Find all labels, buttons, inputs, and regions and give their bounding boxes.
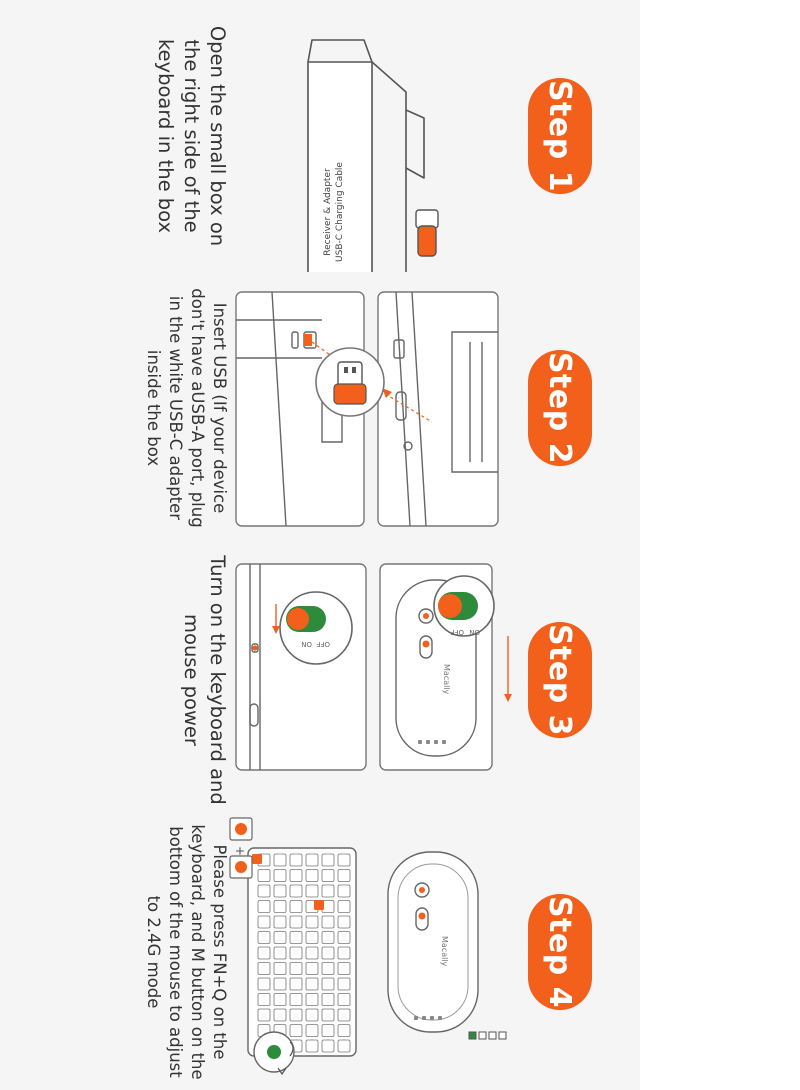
keyboard-key [338, 870, 350, 882]
keyboard-key [258, 870, 270, 882]
keyboard-key [258, 901, 270, 913]
mouse-switch-off-label: OFF [450, 628, 464, 636]
keyboard-key [322, 1025, 334, 1037]
keyboard-key [338, 978, 350, 990]
step-3-badge: Step 3 [528, 622, 592, 738]
keyboard-key [258, 947, 270, 959]
keyboard-key [274, 994, 286, 1006]
plus-sign: + [233, 846, 247, 857]
keyboard-key [306, 978, 318, 990]
keyboard-key [338, 1009, 350, 1021]
keyboard-key [322, 978, 334, 990]
keyboard-key [322, 1040, 334, 1052]
keyboard-key [290, 947, 302, 959]
box-label-line1: USB-C Charging Cable [335, 162, 345, 262]
step-4-column [0, 816, 640, 1088]
keyboard-key [322, 947, 334, 959]
box-top-face [372, 62, 406, 272]
keyboard-key [274, 901, 286, 913]
keyboard-key [274, 916, 286, 928]
keyboard-key [338, 901, 350, 913]
keyboard-key [322, 963, 334, 975]
keyboard-key [338, 854, 350, 866]
keyboard-key [290, 916, 302, 928]
step-2-badge: Step 2 [528, 350, 592, 466]
box-end-flap [406, 110, 424, 178]
keyboard-key [274, 870, 286, 882]
keyboard-key [274, 932, 286, 944]
keyboard-key [290, 870, 302, 882]
step-1-description: Open the small box on the right side of the keyboard in the box [154, 25, 229, 247]
step-4-description: Please press FN+Q on the keyboard, and M button on the bottom of the mouse to adjust to 2.4G mode [144, 824, 229, 1080]
receiver-cap [334, 384, 366, 404]
keyboard-key [258, 885, 270, 897]
step-4-badge: Step 4 [528, 894, 592, 1010]
keyboard-key [290, 885, 302, 897]
keyboard-key [306, 932, 318, 944]
mouse-brand: Macally [442, 664, 451, 695]
keyboard-key [258, 978, 270, 990]
step-2-column [0, 272, 640, 544]
step-3-column [0, 544, 640, 816]
keyboard-key [338, 1025, 350, 1037]
step-3-power-illustration [222, 544, 522, 816]
keyboard-key [306, 963, 318, 975]
mode-indicator-leds [469, 1032, 506, 1039]
keyboard-key [290, 901, 302, 913]
keyboard-key [274, 1009, 286, 1021]
keyboard-key [290, 854, 302, 866]
keyboard-key [338, 1040, 350, 1052]
keyboard-switch-knob [287, 608, 309, 630]
keyboard-key [322, 1009, 334, 1021]
keyboard-key [338, 963, 350, 975]
keyboard-key [274, 885, 286, 897]
step-1-badge: Step 1 [528, 78, 592, 194]
step-4-pairing-illustration [222, 816, 522, 1088]
keyboard-key [274, 854, 286, 866]
keyboard-key [290, 932, 302, 944]
keyboard-key [258, 1009, 270, 1021]
box-label-line2: Receiver & Adapter [323, 168, 333, 256]
keyboard-key [274, 978, 286, 990]
keyboard-key [274, 947, 286, 959]
keyboard-key [290, 963, 302, 975]
step-3-description: Turn on the keyboard and mouse power [180, 555, 229, 805]
step-2-description: Insert USB (If your device don't have aUSB-A port, plug in the white USB-C adapter inside the box [144, 288, 229, 528]
keyboard-key [338, 947, 350, 959]
keyboard-key [258, 932, 270, 944]
inserted-receiver [304, 334, 312, 346]
keyboard-key [306, 916, 318, 928]
step-2-laptop-illustration [222, 272, 522, 544]
highlight-fn-key [252, 854, 262, 864]
box-open-flap [308, 40, 372, 62]
keyboard-key [322, 870, 334, 882]
keyboard-key [322, 854, 334, 866]
usb-receiver-dongle [416, 210, 438, 256]
step-1-column [0, 0, 640, 272]
keyboard-key [338, 994, 350, 1006]
step-1-box-illustration [222, 0, 522, 272]
mouse-switch-knob [438, 594, 462, 618]
keyboard-switch-on-label: ON [301, 640, 312, 648]
keyboard-key [306, 1009, 318, 1021]
keyboard-switch-off-label: OFF [316, 640, 330, 648]
keyboard-key [290, 978, 302, 990]
keyboard-key [322, 916, 334, 928]
keyboard-key [258, 916, 270, 928]
keyboard-key [258, 994, 270, 1006]
receiver-body [338, 362, 362, 386]
keyboard-key [290, 994, 302, 1006]
keyboard-key [306, 1040, 318, 1052]
keyboard-key [290, 1009, 302, 1021]
keyboard-key [322, 932, 334, 944]
mouse-outline [388, 852, 478, 1032]
keyboard-key [258, 963, 270, 975]
keyboard-key [338, 916, 350, 928]
highlight-q-key [314, 900, 324, 910]
keyboard-key [322, 994, 334, 1006]
keyboard-key [338, 932, 350, 944]
mouse-brand: Macally [440, 936, 449, 967]
mouse-switch-on-label: ON [469, 628, 480, 636]
keyboard-key [306, 870, 318, 882]
keyboard-key [306, 1025, 318, 1037]
keyboard-key [338, 885, 350, 897]
keyboard-key [290, 1025, 302, 1037]
keyboard-key [322, 885, 334, 897]
keyboard-key [274, 963, 286, 975]
keyboard-key [306, 947, 318, 959]
keyboard-key [306, 994, 318, 1006]
keyboard-key [306, 854, 318, 866]
keyboard-key [306, 885, 318, 897]
